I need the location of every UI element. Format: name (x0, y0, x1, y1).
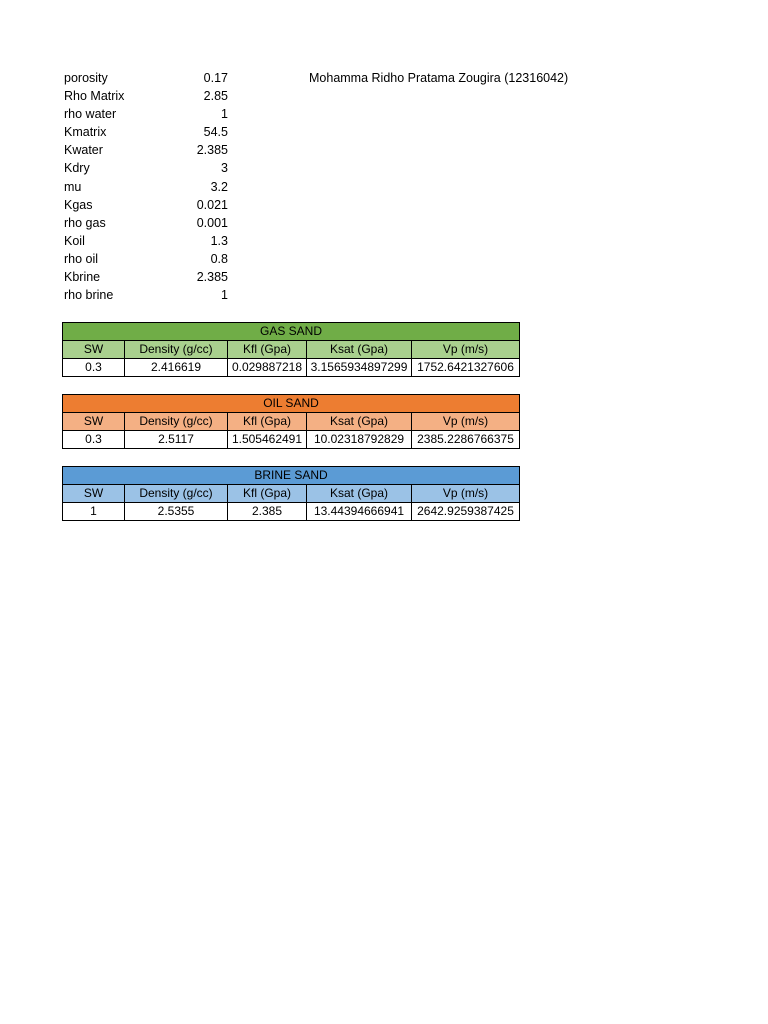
parameter-label: rho brine (64, 288, 114, 303)
parameter-label: mu (64, 179, 82, 194)
parameter-value: 2.385 (196, 143, 228, 158)
parameter-row (64, 286, 228, 304)
table-row (63, 431, 520, 449)
parameter-value: 1 (221, 288, 228, 303)
parameter-value: 0.001 (196, 215, 228, 230)
column-header: Ksat (Gpa) (307, 341, 412, 359)
oil-sand-table (62, 394, 520, 449)
parameter-label: Kdry (64, 161, 90, 176)
parameter-value: 54.5 (203, 125, 228, 140)
brine-sand-table (62, 466, 520, 521)
parameter-value: 3.2 (210, 179, 228, 194)
table-cell: 0.029887218 (228, 359, 307, 377)
table-cell: 2.385 (228, 503, 307, 521)
table-cell: 1752.6421327606 (412, 359, 520, 377)
table-cell: 3.1565934897299 (307, 359, 412, 377)
table-cell: 2.5117 (125, 431, 228, 449)
column-header: Kfl (Gpa) (228, 341, 307, 359)
parameter-value: 3 (221, 161, 228, 176)
parameter-value: 1.3 (210, 233, 228, 248)
parameter-row (64, 87, 228, 105)
parameter-label: rho oil (64, 251, 99, 266)
table-row (63, 503, 520, 521)
column-header: Ksat (Gpa) (307, 485, 412, 503)
parameter-row (64, 141, 228, 159)
brine-sand-title: BRINE SAND (63, 467, 520, 485)
table-cell: 13.44394666941 (307, 503, 412, 521)
table-cell: 0.3 (63, 431, 125, 449)
column-header: Density (g/cc) (125, 413, 228, 431)
column-header: SW (63, 485, 125, 503)
table-cell: 10.02318792829 (307, 431, 412, 449)
parameter-list (64, 69, 228, 304)
parameter-row (64, 232, 228, 250)
parameter-row (64, 196, 228, 214)
parameter-label: porosity (64, 71, 108, 85)
table-cell: 2385.2286766375 (412, 431, 520, 449)
parameter-label: rho gas (64, 215, 106, 230)
oil-sand-title: OIL SAND (63, 395, 520, 413)
table-row (63, 359, 520, 377)
parameter-value: 2.85 (203, 89, 228, 104)
table-cell: 2642.9259387425 (412, 503, 520, 521)
parameter-value: 2.385 (196, 270, 228, 285)
column-header: Ksat (Gpa) (307, 413, 412, 431)
parameter-row (64, 159, 228, 177)
column-header: SW (63, 341, 125, 359)
parameter-value: 0.021 (196, 197, 228, 212)
parameter-row (64, 69, 228, 87)
parameter-label: Koil (64, 233, 85, 248)
column-header: Vp (m/s) (412, 341, 520, 359)
table-cell: 1 (63, 503, 125, 521)
column-header: Density (g/cc) (125, 341, 228, 359)
column-header: Vp (m/s) (412, 485, 520, 503)
author-name: Mohamma Ridho Pratama Zougira (12316042) (309, 71, 569, 85)
parameter-value: 1 (221, 107, 228, 122)
column-header: Density (g/cc) (125, 485, 228, 503)
parameter-value: 0.17 (203, 71, 228, 85)
parameter-label: rho water (64, 107, 117, 122)
parameter-label: Rho Matrix (64, 89, 125, 104)
column-header: SW (63, 413, 125, 431)
parameter-label: Kgas (64, 197, 93, 212)
column-header: Vp (m/s) (412, 413, 520, 431)
parameter-label: Kwater (64, 143, 103, 158)
parameter-row (64, 268, 228, 286)
gas-sand-table (62, 322, 520, 377)
parameter-row (64, 105, 228, 123)
table-cell: 2.5355 (125, 503, 228, 521)
parameter-row (64, 214, 228, 232)
parameter-value: 0.8 (210, 251, 228, 266)
gas-sand-title: GAS SAND (63, 323, 520, 341)
column-header: Kfl (Gpa) (228, 485, 307, 503)
parameter-row (64, 250, 228, 268)
parameter-label: Kbrine (64, 270, 101, 285)
parameter-row (64, 123, 228, 141)
parameter-label: Kmatrix (64, 125, 107, 140)
table-cell: 0.3 (63, 359, 125, 377)
parameter-row (64, 178, 228, 196)
column-header: Kfl (Gpa) (228, 413, 307, 431)
table-cell: 1.505462491 (228, 431, 307, 449)
table-cell: 2.416619 (125, 359, 228, 377)
